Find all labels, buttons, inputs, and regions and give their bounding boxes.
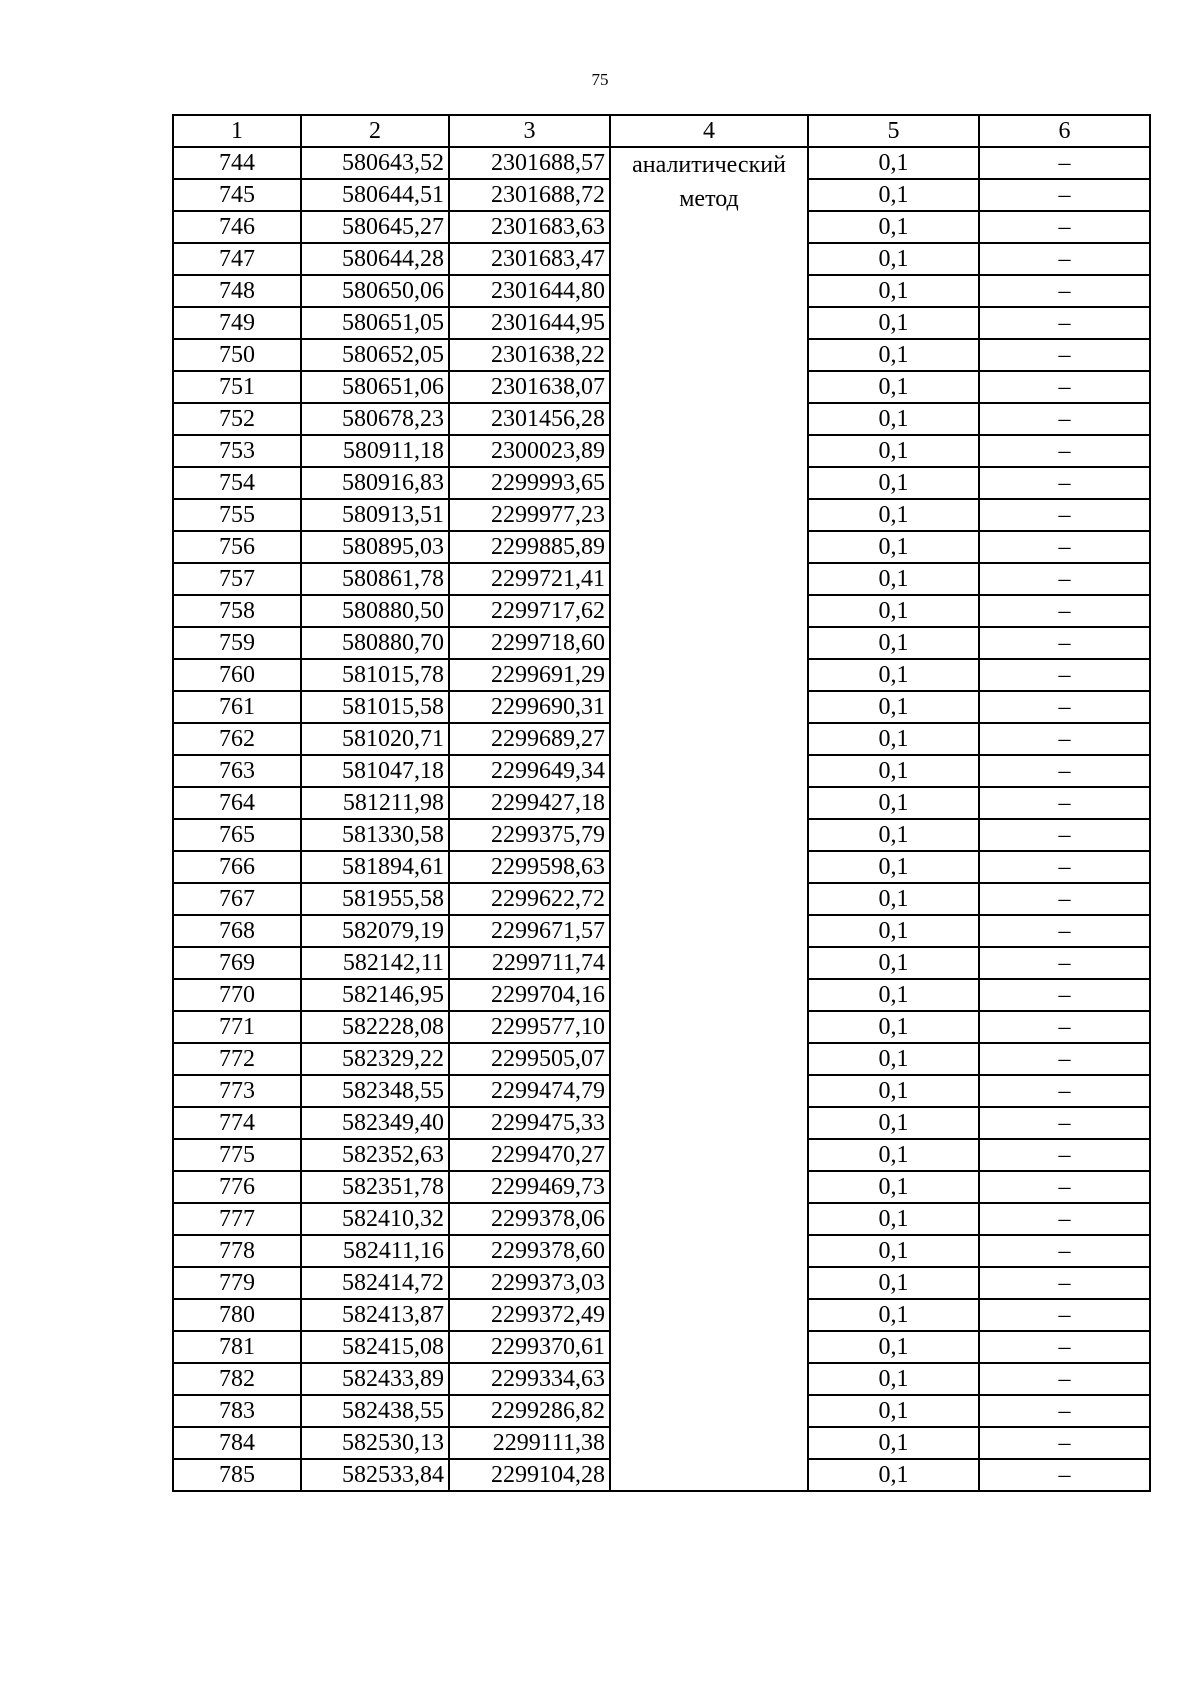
description-cell: – [979, 1235, 1150, 1267]
x-coordinate-cell: 582348,55 [301, 1075, 449, 1107]
accuracy-cell: 0,1 [808, 1107, 979, 1139]
x-coordinate-cell: 582228,08 [301, 1011, 449, 1043]
accuracy-cell: 0,1 [808, 979, 979, 1011]
description-cell: – [979, 723, 1150, 755]
point-number-cell: 782 [173, 1363, 301, 1395]
y-coordinate-cell: 2299286,82 [449, 1395, 610, 1427]
x-coordinate-cell: 582533,84 [301, 1459, 449, 1491]
y-coordinate-cell: 2299577,10 [449, 1011, 610, 1043]
x-coordinate-cell: 581047,18 [301, 755, 449, 787]
accuracy-cell: 0,1 [808, 1395, 979, 1427]
point-number-cell: 770 [173, 979, 301, 1011]
x-coordinate-cell: 581894,61 [301, 851, 449, 883]
x-coordinate-cell: 580651,05 [301, 307, 449, 339]
y-coordinate-cell: 2301683,47 [449, 243, 610, 275]
table-header-row [173, 115, 1150, 147]
x-coordinate-cell: 580861,78 [301, 563, 449, 595]
description-cell: – [979, 1075, 1150, 1107]
description-cell: – [979, 531, 1150, 563]
description-cell: – [979, 147, 1150, 179]
description-cell: – [979, 691, 1150, 723]
point-number-cell: 766 [173, 851, 301, 883]
description-cell: – [979, 1043, 1150, 1075]
y-coordinate-cell: 2299104,28 [449, 1459, 610, 1491]
point-number-cell: 785 [173, 1459, 301, 1491]
point-number-cell: 768 [173, 915, 301, 947]
table-row [173, 147, 1150, 179]
description-cell: – [979, 659, 1150, 691]
accuracy-cell: 0,1 [808, 1203, 979, 1235]
accuracy-cell: 0,1 [808, 1299, 979, 1331]
table-body [173, 147, 1150, 1491]
x-coordinate-cell: 581020,71 [301, 723, 449, 755]
column-header-2: 2 [301, 115, 449, 147]
point-number-cell: 781 [173, 1331, 301, 1363]
point-number-cell: 754 [173, 467, 301, 499]
accuracy-cell: 0,1 [808, 691, 979, 723]
x-coordinate-cell: 582349,40 [301, 1107, 449, 1139]
x-coordinate-cell: 582530,13 [301, 1427, 449, 1459]
page-number: 75 [591, 70, 609, 89]
x-coordinate-cell: 582146,95 [301, 979, 449, 1011]
y-coordinate-cell: 2299375,79 [449, 819, 610, 851]
y-coordinate-cell: 2300023,89 [449, 435, 610, 467]
point-number-cell: 749 [173, 307, 301, 339]
accuracy-cell: 0,1 [808, 1075, 979, 1107]
x-coordinate-cell: 581015,58 [301, 691, 449, 723]
x-coordinate-cell: 582410,32 [301, 1203, 449, 1235]
coordinates-table [172, 114, 1151, 1492]
accuracy-cell: 0,1 [808, 627, 979, 659]
point-number-cell: 769 [173, 947, 301, 979]
point-number-cell: 771 [173, 1011, 301, 1043]
point-number-cell: 762 [173, 723, 301, 755]
column-header-3: 3 [449, 115, 610, 147]
x-coordinate-cell: 580895,03 [301, 531, 449, 563]
accuracy-cell: 0,1 [808, 915, 979, 947]
description-cell: – [979, 755, 1150, 787]
y-coordinate-cell: 2299649,34 [449, 755, 610, 787]
y-coordinate-cell: 2299689,27 [449, 723, 610, 755]
y-coordinate-cell: 2299671,57 [449, 915, 610, 947]
accuracy-cell: 0,1 [808, 563, 979, 595]
y-coordinate-cell: 2301688,57 [449, 147, 610, 179]
accuracy-cell: 0,1 [808, 275, 979, 307]
description-cell: – [979, 563, 1150, 595]
x-coordinate-cell: 582414,72 [301, 1267, 449, 1299]
description-cell: – [979, 915, 1150, 947]
x-coordinate-cell: 582433,89 [301, 1363, 449, 1395]
description-cell: – [979, 1331, 1150, 1363]
accuracy-cell: 0,1 [808, 851, 979, 883]
y-coordinate-cell: 2301638,22 [449, 339, 610, 371]
y-coordinate-cell: 2299334,63 [449, 1363, 610, 1395]
point-number-cell: 784 [173, 1427, 301, 1459]
point-number-cell: 747 [173, 243, 301, 275]
accuracy-cell: 0,1 [808, 1363, 979, 1395]
accuracy-cell: 0,1 [808, 307, 979, 339]
point-number-cell: 755 [173, 499, 301, 531]
y-coordinate-cell: 2299622,72 [449, 883, 610, 915]
accuracy-cell: 0,1 [808, 371, 979, 403]
point-number-cell: 746 [173, 211, 301, 243]
x-coordinate-cell: 582352,63 [301, 1139, 449, 1171]
description-cell: – [979, 499, 1150, 531]
point-number-cell: 764 [173, 787, 301, 819]
x-coordinate-cell: 580650,06 [301, 275, 449, 307]
x-coordinate-cell: 580913,51 [301, 499, 449, 531]
y-coordinate-cell: 2299378,60 [449, 1235, 610, 1267]
point-number-cell: 767 [173, 883, 301, 915]
point-number-cell: 780 [173, 1299, 301, 1331]
point-number-cell: 779 [173, 1267, 301, 1299]
point-number-cell: 777 [173, 1203, 301, 1235]
y-coordinate-cell: 2299690,31 [449, 691, 610, 723]
x-coordinate-cell: 582351,78 [301, 1171, 449, 1203]
description-cell: – [979, 307, 1150, 339]
description-cell: – [979, 947, 1150, 979]
description-cell: – [979, 403, 1150, 435]
description-cell: – [979, 179, 1150, 211]
x-coordinate-cell: 582413,87 [301, 1299, 449, 1331]
description-cell: – [979, 787, 1150, 819]
accuracy-cell: 0,1 [808, 755, 979, 787]
point-number-cell: 752 [173, 403, 301, 435]
y-coordinate-cell: 2299470,27 [449, 1139, 610, 1171]
accuracy-cell: 0,1 [808, 1427, 979, 1459]
accuracy-cell: 0,1 [808, 211, 979, 243]
point-number-cell: 772 [173, 1043, 301, 1075]
description-cell: – [979, 1427, 1150, 1459]
x-coordinate-cell: 582438,55 [301, 1395, 449, 1427]
description-cell: – [979, 1267, 1150, 1299]
point-number-cell: 761 [173, 691, 301, 723]
y-coordinate-cell: 2299721,41 [449, 563, 610, 595]
point-number-cell: 758 [173, 595, 301, 627]
description-cell: – [979, 819, 1150, 851]
description-cell: – [979, 467, 1150, 499]
description-cell: – [979, 211, 1150, 243]
x-coordinate-cell: 580678,23 [301, 403, 449, 435]
point-number-cell: 757 [173, 563, 301, 595]
accuracy-cell: 0,1 [808, 1011, 979, 1043]
point-number-cell: 760 [173, 659, 301, 691]
y-coordinate-cell: 2299711,74 [449, 947, 610, 979]
point-number-cell: 744 [173, 147, 301, 179]
y-coordinate-cell: 2299475,33 [449, 1107, 610, 1139]
description-cell: – [979, 435, 1150, 467]
x-coordinate-cell: 580880,50 [301, 595, 449, 627]
x-coordinate-cell: 580652,05 [301, 339, 449, 371]
y-coordinate-cell: 2299378,06 [449, 1203, 610, 1235]
description-cell: – [979, 1107, 1150, 1139]
accuracy-cell: 0,1 [808, 1267, 979, 1299]
point-number-cell: 773 [173, 1075, 301, 1107]
accuracy-cell: 0,1 [808, 659, 979, 691]
accuracy-cell: 0,1 [808, 403, 979, 435]
y-coordinate-cell: 2299598,63 [449, 851, 610, 883]
y-coordinate-cell: 2299474,79 [449, 1075, 610, 1107]
y-coordinate-cell: 2301644,95 [449, 307, 610, 339]
y-coordinate-cell: 2299505,07 [449, 1043, 610, 1075]
x-coordinate-cell: 580645,27 [301, 211, 449, 243]
accuracy-cell: 0,1 [808, 947, 979, 979]
accuracy-cell: 0,1 [808, 531, 979, 563]
y-coordinate-cell: 2301638,07 [449, 371, 610, 403]
description-cell: – [979, 851, 1150, 883]
accuracy-cell: 0,1 [808, 1331, 979, 1363]
column-header-6: 6 [979, 115, 1150, 147]
y-coordinate-cell: 2299427,18 [449, 787, 610, 819]
description-cell: – [979, 275, 1150, 307]
method-cell: аналитический метод [610, 147, 808, 1491]
column-header-5: 5 [808, 115, 979, 147]
x-coordinate-cell: 580644,28 [301, 243, 449, 275]
x-coordinate-cell: 582411,16 [301, 1235, 449, 1267]
y-coordinate-cell: 2299977,23 [449, 499, 610, 531]
description-cell: – [979, 1171, 1150, 1203]
point-number-cell: 763 [173, 755, 301, 787]
y-coordinate-cell: 2299704,16 [449, 979, 610, 1011]
accuracy-cell: 0,1 [808, 1235, 979, 1267]
column-header-4: 4 [610, 115, 808, 147]
description-cell: – [979, 1363, 1150, 1395]
description-cell: – [979, 1139, 1150, 1171]
accuracy-cell: 0,1 [808, 1139, 979, 1171]
accuracy-cell: 0,1 [808, 243, 979, 275]
x-coordinate-cell: 581955,58 [301, 883, 449, 915]
point-number-cell: 759 [173, 627, 301, 659]
description-cell: – [979, 979, 1150, 1011]
description-cell: – [979, 1203, 1150, 1235]
point-number-cell: 774 [173, 1107, 301, 1139]
point-number-cell: 775 [173, 1139, 301, 1171]
description-cell: – [979, 627, 1150, 659]
accuracy-cell: 0,1 [808, 499, 979, 531]
description-cell: – [979, 1395, 1150, 1427]
y-coordinate-cell: 2299111,38 [449, 1427, 610, 1459]
y-coordinate-cell: 2301644,80 [449, 275, 610, 307]
x-coordinate-cell: 580643,52 [301, 147, 449, 179]
description-cell: – [979, 371, 1150, 403]
description-cell: – [979, 243, 1150, 275]
point-number-cell: 745 [173, 179, 301, 211]
y-coordinate-cell: 2301688,72 [449, 179, 610, 211]
accuracy-cell: 0,1 [808, 179, 979, 211]
y-coordinate-cell: 2299370,61 [449, 1331, 610, 1363]
y-coordinate-cell: 2299469,73 [449, 1171, 610, 1203]
y-coordinate-cell: 2299718,60 [449, 627, 610, 659]
y-coordinate-cell: 2299691,29 [449, 659, 610, 691]
description-cell: – [979, 1011, 1150, 1043]
x-coordinate-cell: 581015,78 [301, 659, 449, 691]
x-coordinate-cell: 580644,51 [301, 179, 449, 211]
accuracy-cell: 0,1 [808, 467, 979, 499]
y-coordinate-cell: 2299993,65 [449, 467, 610, 499]
y-coordinate-cell: 2301456,28 [449, 403, 610, 435]
y-coordinate-cell: 2299717,62 [449, 595, 610, 627]
accuracy-cell: 0,1 [808, 147, 979, 179]
y-coordinate-cell: 2299885,89 [449, 531, 610, 563]
point-number-cell: 756 [173, 531, 301, 563]
point-number-cell: 751 [173, 371, 301, 403]
accuracy-cell: 0,1 [808, 723, 979, 755]
column-header-1: 1 [173, 115, 301, 147]
y-coordinate-cell: 2301683,63 [449, 211, 610, 243]
x-coordinate-cell: 580916,83 [301, 467, 449, 499]
accuracy-cell: 0,1 [808, 883, 979, 915]
x-coordinate-cell: 581211,98 [301, 787, 449, 819]
accuracy-cell: 0,1 [808, 595, 979, 627]
accuracy-cell: 0,1 [808, 819, 979, 851]
accuracy-cell: 0,1 [808, 435, 979, 467]
point-number-cell: 776 [173, 1171, 301, 1203]
point-number-cell: 778 [173, 1235, 301, 1267]
description-cell: – [979, 339, 1150, 371]
y-coordinate-cell: 2299373,03 [449, 1267, 610, 1299]
x-coordinate-cell: 582329,22 [301, 1043, 449, 1075]
x-coordinate-cell: 582079,19 [301, 915, 449, 947]
accuracy-cell: 0,1 [808, 339, 979, 371]
y-coordinate-cell: 2299372,49 [449, 1299, 610, 1331]
accuracy-cell: 0,1 [808, 1171, 979, 1203]
description-cell: – [979, 1299, 1150, 1331]
point-number-cell: 750 [173, 339, 301, 371]
point-number-cell: 783 [173, 1395, 301, 1427]
accuracy-cell: 0,1 [808, 1459, 979, 1491]
description-cell: – [979, 883, 1150, 915]
x-coordinate-cell: 580651,06 [301, 371, 449, 403]
x-coordinate-cell: 581330,58 [301, 819, 449, 851]
description-cell: – [979, 1459, 1150, 1491]
description-cell: – [979, 595, 1150, 627]
x-coordinate-cell: 580880,70 [301, 627, 449, 659]
x-coordinate-cell: 582415,08 [301, 1331, 449, 1363]
x-coordinate-cell: 582142,11 [301, 947, 449, 979]
x-coordinate-cell: 580911,18 [301, 435, 449, 467]
accuracy-cell: 0,1 [808, 787, 979, 819]
accuracy-cell: 0,1 [808, 1043, 979, 1075]
point-number-cell: 753 [173, 435, 301, 467]
point-number-cell: 748 [173, 275, 301, 307]
point-number-cell: 765 [173, 819, 301, 851]
